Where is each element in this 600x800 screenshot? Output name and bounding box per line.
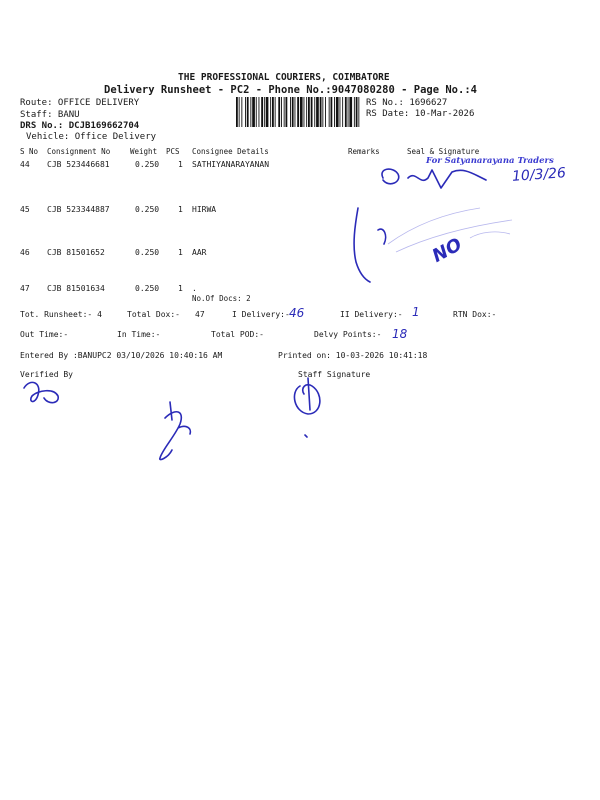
barcode-bar: [348, 97, 349, 127]
col-weight: Weight: [130, 147, 158, 156]
barcode-bar: [349, 97, 352, 127]
barcode-bar: [275, 97, 276, 127]
no-of-docs: No.Of Docs: 2: [192, 294, 251, 303]
company-name: THE PROFESSIONAL COURIERS, COIMBATORE: [178, 72, 390, 83]
handwritten-ii-delivery: 1: [412, 305, 420, 319]
row-consignment: CJB 523446681: [47, 160, 110, 169]
row-consignee: HIRWA: [192, 205, 217, 214]
barcode-bar: [325, 97, 326, 127]
col-consignee: Consignee Details: [192, 147, 269, 156]
staff-label: Staff: BANU: [20, 110, 80, 120]
barcode-bar: [320, 97, 322, 127]
row-pcs: 1: [178, 284, 183, 293]
row-pcs: 1: [178, 248, 183, 257]
middle-signature: [160, 402, 191, 460]
barcode-bar: [236, 97, 238, 127]
row-weight: 0.250: [135, 284, 160, 293]
verified-signature: [24, 382, 58, 402]
barcode-bar: [252, 97, 255, 127]
staff-signature-label: Staff Signature: [298, 370, 371, 379]
barcode-bar: [340, 97, 341, 127]
barcode-bar: [250, 97, 251, 127]
handwritten-no: NO: [428, 234, 466, 267]
barcode-bar: [292, 97, 294, 127]
drs-number: DRS No.: DCJB169662704: [20, 121, 140, 131]
col-consignment: Consignment No: [47, 147, 111, 156]
row-sno: 44: [20, 160, 30, 169]
ii-delivery-label: II Delivery:-: [340, 310, 403, 319]
handwritten-date: 10/3/26: [511, 165, 567, 185]
row-weight: 0.250: [135, 160, 160, 169]
barcode-bar: [297, 97, 299, 127]
delvy-points-label: Delvy Points:-: [314, 330, 382, 339]
barcode-bar: [290, 97, 291, 127]
out-time-label: Out Time:-: [20, 330, 69, 339]
row-pcs: 1: [178, 205, 183, 214]
row-consignee: .: [192, 284, 197, 293]
staff-signature: [294, 378, 319, 414]
entered-by: Entered By :BANUPC2 03/10/2026 10:40:16 AM: [20, 351, 223, 360]
runsheet-title: Delivery Runsheet - PC2 - Phone No.:9047080280 - Page No.:4: [104, 84, 477, 96]
barcode-bar: [272, 97, 274, 127]
verified-by-label: Verified By: [20, 370, 73, 379]
row-consignment: CJB 81501634: [47, 284, 105, 293]
handwritten-i-delivery: 46: [289, 306, 305, 320]
row-pcs: 1: [178, 160, 183, 169]
barcode-bar: [239, 97, 240, 127]
barcode-bar: [259, 97, 260, 127]
row-sno: 47: [20, 284, 30, 293]
barcode-bar: [261, 97, 263, 127]
barcode-bar: [308, 97, 310, 127]
barcode-bar: [284, 97, 285, 127]
barcode-bar: [322, 97, 323, 127]
barcode-bar: [316, 97, 319, 127]
tick-mark: [354, 208, 370, 282]
check-mark: [378, 229, 386, 244]
barcode-bar: [241, 97, 242, 127]
i-delivery-label: I Delivery:-: [232, 310, 290, 319]
barcode-bar: [306, 97, 307, 127]
row-sno: 46: [20, 248, 30, 257]
row-weight: 0.250: [135, 205, 160, 214]
barcode-bar: [336, 97, 339, 127]
row-consignment: CJB 81501652: [47, 248, 105, 257]
barcode-bar: [300, 97, 303, 127]
total-runsheet: Tot. Runsheet:- 4: [20, 310, 102, 319]
barcode-bar: [266, 97, 269, 127]
barcode-bar: [278, 97, 280, 127]
barcode-bar: [331, 97, 333, 127]
barcode-bar: [247, 97, 249, 127]
barcode-bar: [270, 97, 271, 127]
barcode-bar: [295, 97, 296, 127]
total-dox-value: 47: [195, 310, 205, 319]
printed-on: Printed on: 10-03-2026 10:41:18: [278, 351, 428, 360]
ink-dot: [305, 435, 307, 437]
barcode-bar: [329, 97, 330, 127]
barcode-bar: [354, 97, 355, 127]
stamp-text: For Satyanarayana Traders: [426, 156, 554, 166]
in-time-label: In Time:-: [117, 330, 161, 339]
barcode-bar: [264, 97, 265, 127]
barcode-bar: [281, 97, 282, 127]
row-consignee: AAR: [192, 248, 207, 257]
row-sno: 45: [20, 205, 30, 214]
col-sno: S No: [20, 147, 39, 156]
barcode-bar: [286, 97, 288, 127]
barcode-bar: [314, 97, 315, 127]
vehicle-label: Vehicle: Office Delivery: [26, 132, 157, 142]
barcode-bar: [334, 97, 335, 127]
barcode-bar: [345, 97, 347, 127]
handwritten-delvy-points: 18: [392, 327, 408, 341]
total-pod-label: Total POD:-: [211, 330, 264, 339]
barcode-bar: [304, 97, 305, 127]
col-remarks: Remarks: [348, 147, 380, 156]
row44-signature: [382, 169, 486, 188]
route-label: Route: OFFICE DELIVERY: [20, 98, 140, 108]
barcode-bar: [342, 97, 343, 127]
barcode-bar: [358, 97, 359, 127]
rtn-dox-label: RTN Dox:-: [453, 310, 497, 319]
rs-date: RS Date: 10-Mar-2026: [366, 109, 475, 119]
col-pcs: PCS: [166, 147, 180, 156]
col-seal-signature: Seal & Signature: [407, 147, 480, 156]
barcode: [236, 97, 362, 127]
barcode-bar: [245, 97, 246, 127]
barcode-bar: [356, 97, 358, 127]
barcode-bar: [256, 97, 257, 127]
row-weight: 0.250: [135, 248, 160, 257]
barcode-bar: [311, 97, 313, 127]
rs-number: RS No.: 1696627: [366, 98, 448, 108]
total-dox-label: Total Dox:-: [127, 310, 180, 319]
row-consignee: SATHIYANARAYANAN: [192, 160, 270, 169]
row-consignment: CJB 523344887: [47, 205, 110, 214]
